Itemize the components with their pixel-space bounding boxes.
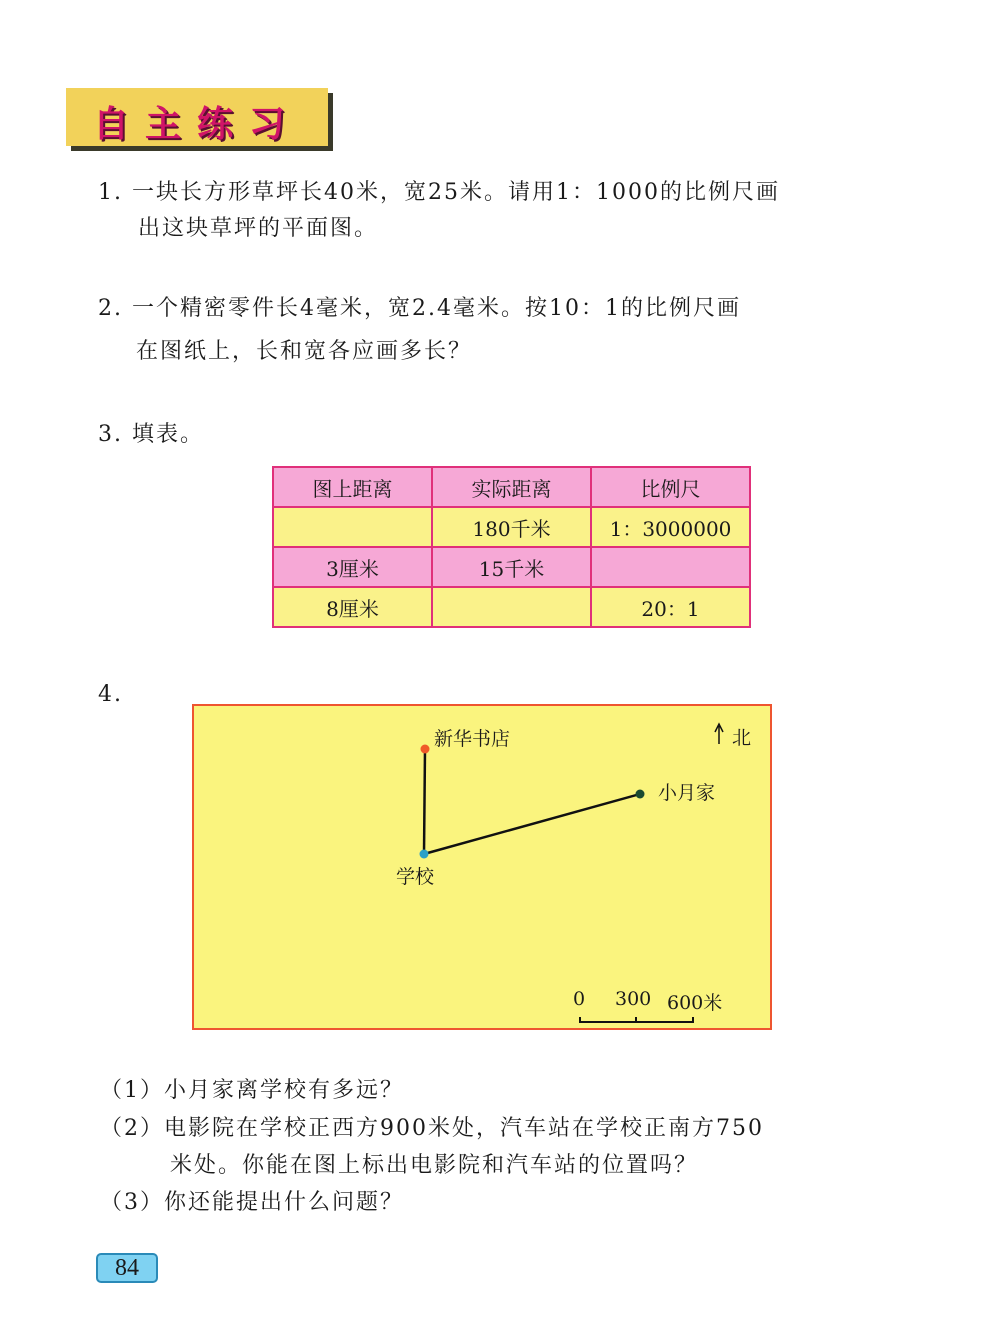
table-cell [591,547,750,587]
q2-line2: 在图纸上，长和宽各应画多长？ [136,339,473,364]
scale-label-600: 600米 [667,992,723,1014]
section-title: 自主练习 [92,104,301,145]
table-row [273,587,750,627]
table-row [273,547,750,587]
table-cell [273,507,432,547]
scale-label-0: 0 [573,988,586,1010]
table-cell: 180千米 [432,507,591,547]
table-cell: 1：3000000 [591,507,750,547]
section-banner [66,88,328,146]
header-cell: 图上距离 [273,467,432,507]
school-point [420,850,429,859]
table-row [273,507,750,547]
table-header-row [273,467,750,507]
scale-table [272,466,751,628]
q1-line2: 出这块草坪的平面图。 [138,216,379,241]
table-cell: 15千米 [432,547,591,587]
table-cell [432,587,591,627]
table-cell: 3厘米 [273,547,432,587]
school-bookstore-line [424,749,425,854]
q2-line1: 2. 一个精密零件长4毫米，宽2.4毫米。按10：1的比例尺画 [98,296,741,321]
q4-sub2-line2: 米处。你能在图上标出电影院和汽车站的位置吗？ [170,1153,699,1178]
bookstore-label: 新华书店 [434,728,511,750]
north-arrow-icon [715,724,723,744]
q4-sub3: （3）你还能提出什么问题？ [100,1190,404,1215]
map-lines [194,706,770,1028]
page-number: 84 [96,1253,158,1283]
header-cell: 比例尺 [591,467,750,507]
scale-bar [580,1017,693,1022]
table-cell: 8厘米 [273,587,432,627]
table-cell: 20：1 [591,587,750,627]
school-home-line [424,794,640,854]
q1-line1: 1. 一块长方形草坪长40米，宽25米。请用1：1000的比例尺画 [98,180,780,205]
q4-label: 4. [98,682,123,707]
q4-sub1: （1）小月家离学校有多远？ [100,1078,404,1103]
home-label: 小月家 [658,782,716,804]
home-point [636,790,645,799]
scale-label-300: 300 [615,988,652,1010]
school-label: 学校 [396,866,435,888]
q3-label: 3. 填表。 [98,422,204,447]
q4-sub2-line1: （2）电影院在学校正西方900米处，汽车站在学校正南方750 [100,1116,764,1141]
bookstore-point [421,745,430,754]
map-figure [192,704,772,1030]
north-label: 北 [732,727,752,749]
header-cell: 实际距离 [432,467,591,507]
